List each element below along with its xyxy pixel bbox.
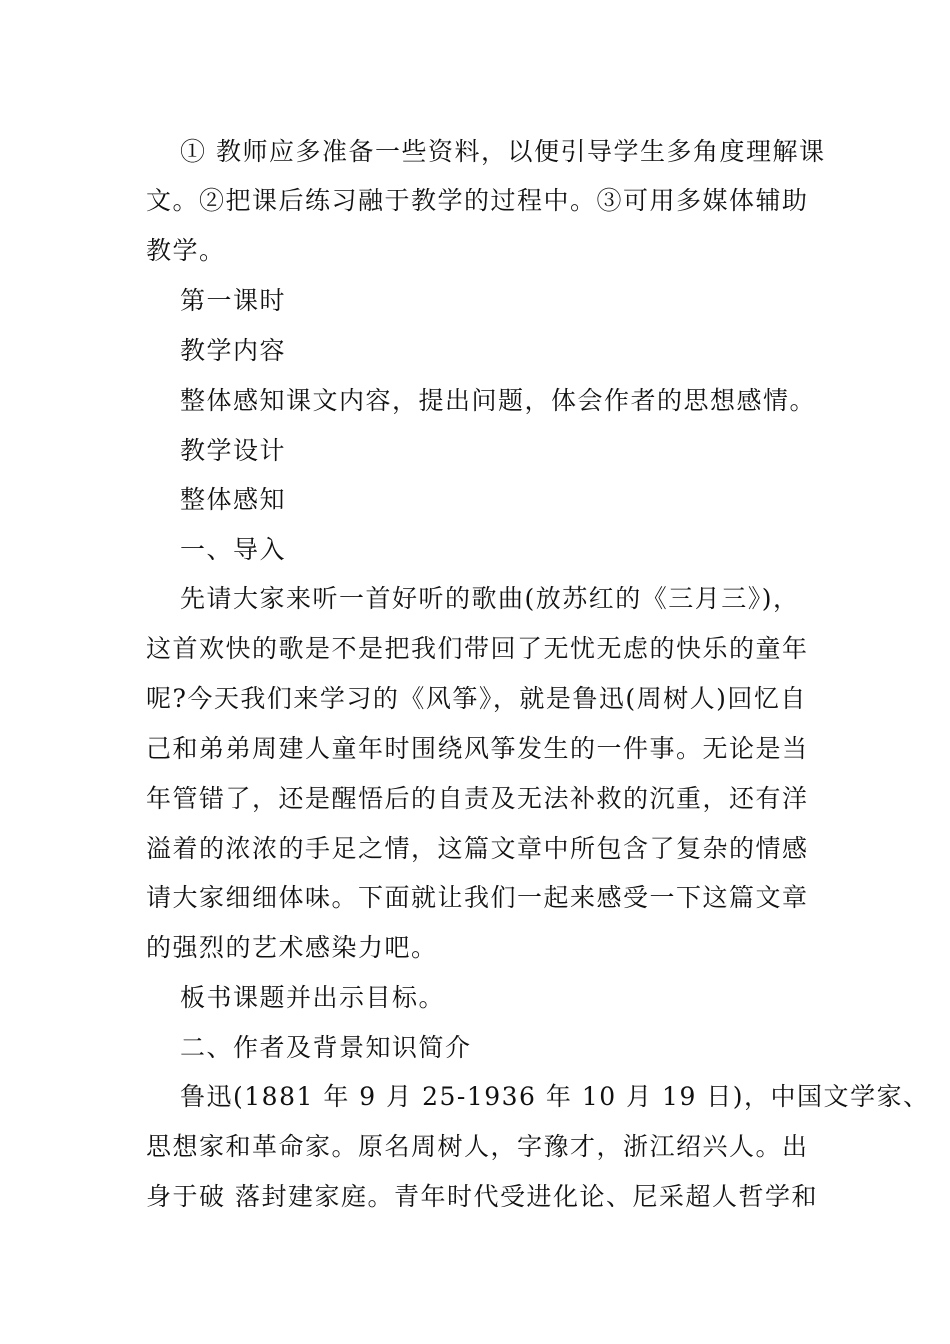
paragraph-line: 呢?今天我们来学习的《风筝》，就是鲁迅(周树人)回忆自 [146,684,807,713]
paragraph-line: 整体感知课文内容，提出问题，体会作者的思想感情。 [180,386,817,415]
section-heading: 二、作者及背景知识简介 [180,1033,472,1062]
section-heading: 教学设计 [180,436,287,465]
section-heading: 第一课时 [180,286,287,315]
paragraph-line: 板书课题并出示目标。 [180,983,446,1012]
paragraph-line: 文。②把课后练习融于教学的过程中。③可用多媒体辅助 [146,186,809,215]
paragraph-line: 这首欢快的歌是不是把我们带回了无忧无虑的快乐的童年 [146,634,809,663]
section-heading: 教学内容 [180,336,287,365]
paragraph-line: 身于破 落封建家庭。青年时代受进化论、尼采超人哲学和 [146,1182,818,1211]
paragraph-line: 教学。 [146,236,226,265]
paragraph-line: 请大家细细体味。下面就让我们一起来感受一下这篇文章 [146,883,809,912]
paragraph-line: 己和弟弟周建人童年时围绕风筝发生的一件事。无论是当 [146,734,809,763]
section-heading: 一、导入 [180,535,287,564]
paragraph-line: 鲁迅(1881 年 9 月 25-1936 年 10 月 19 日)，中国文学家、 [180,1082,930,1111]
paragraph-line: 先请大家来听一首好听的歌曲(放苏红的《三月三》)， [180,584,800,613]
paragraph-line: 的强烈的艺术感染力吧。 [146,933,438,962]
paragraph-line: 思想家和革命家。原名周树人，字豫才，浙江绍兴人。出 [146,1132,809,1161]
paragraph-line: 年管错了，还是醒悟后的自责及无法补救的沉重，还有洋 [146,784,809,813]
paragraph-line: 溢着的浓浓的手足之情，这篇文章中所包含了复杂的情感 [146,834,809,863]
section-heading: 整体感知 [180,485,287,514]
paragraph-line: ① 教师应多准备一些资料，以便引导学生多角度理解课 [180,137,826,166]
